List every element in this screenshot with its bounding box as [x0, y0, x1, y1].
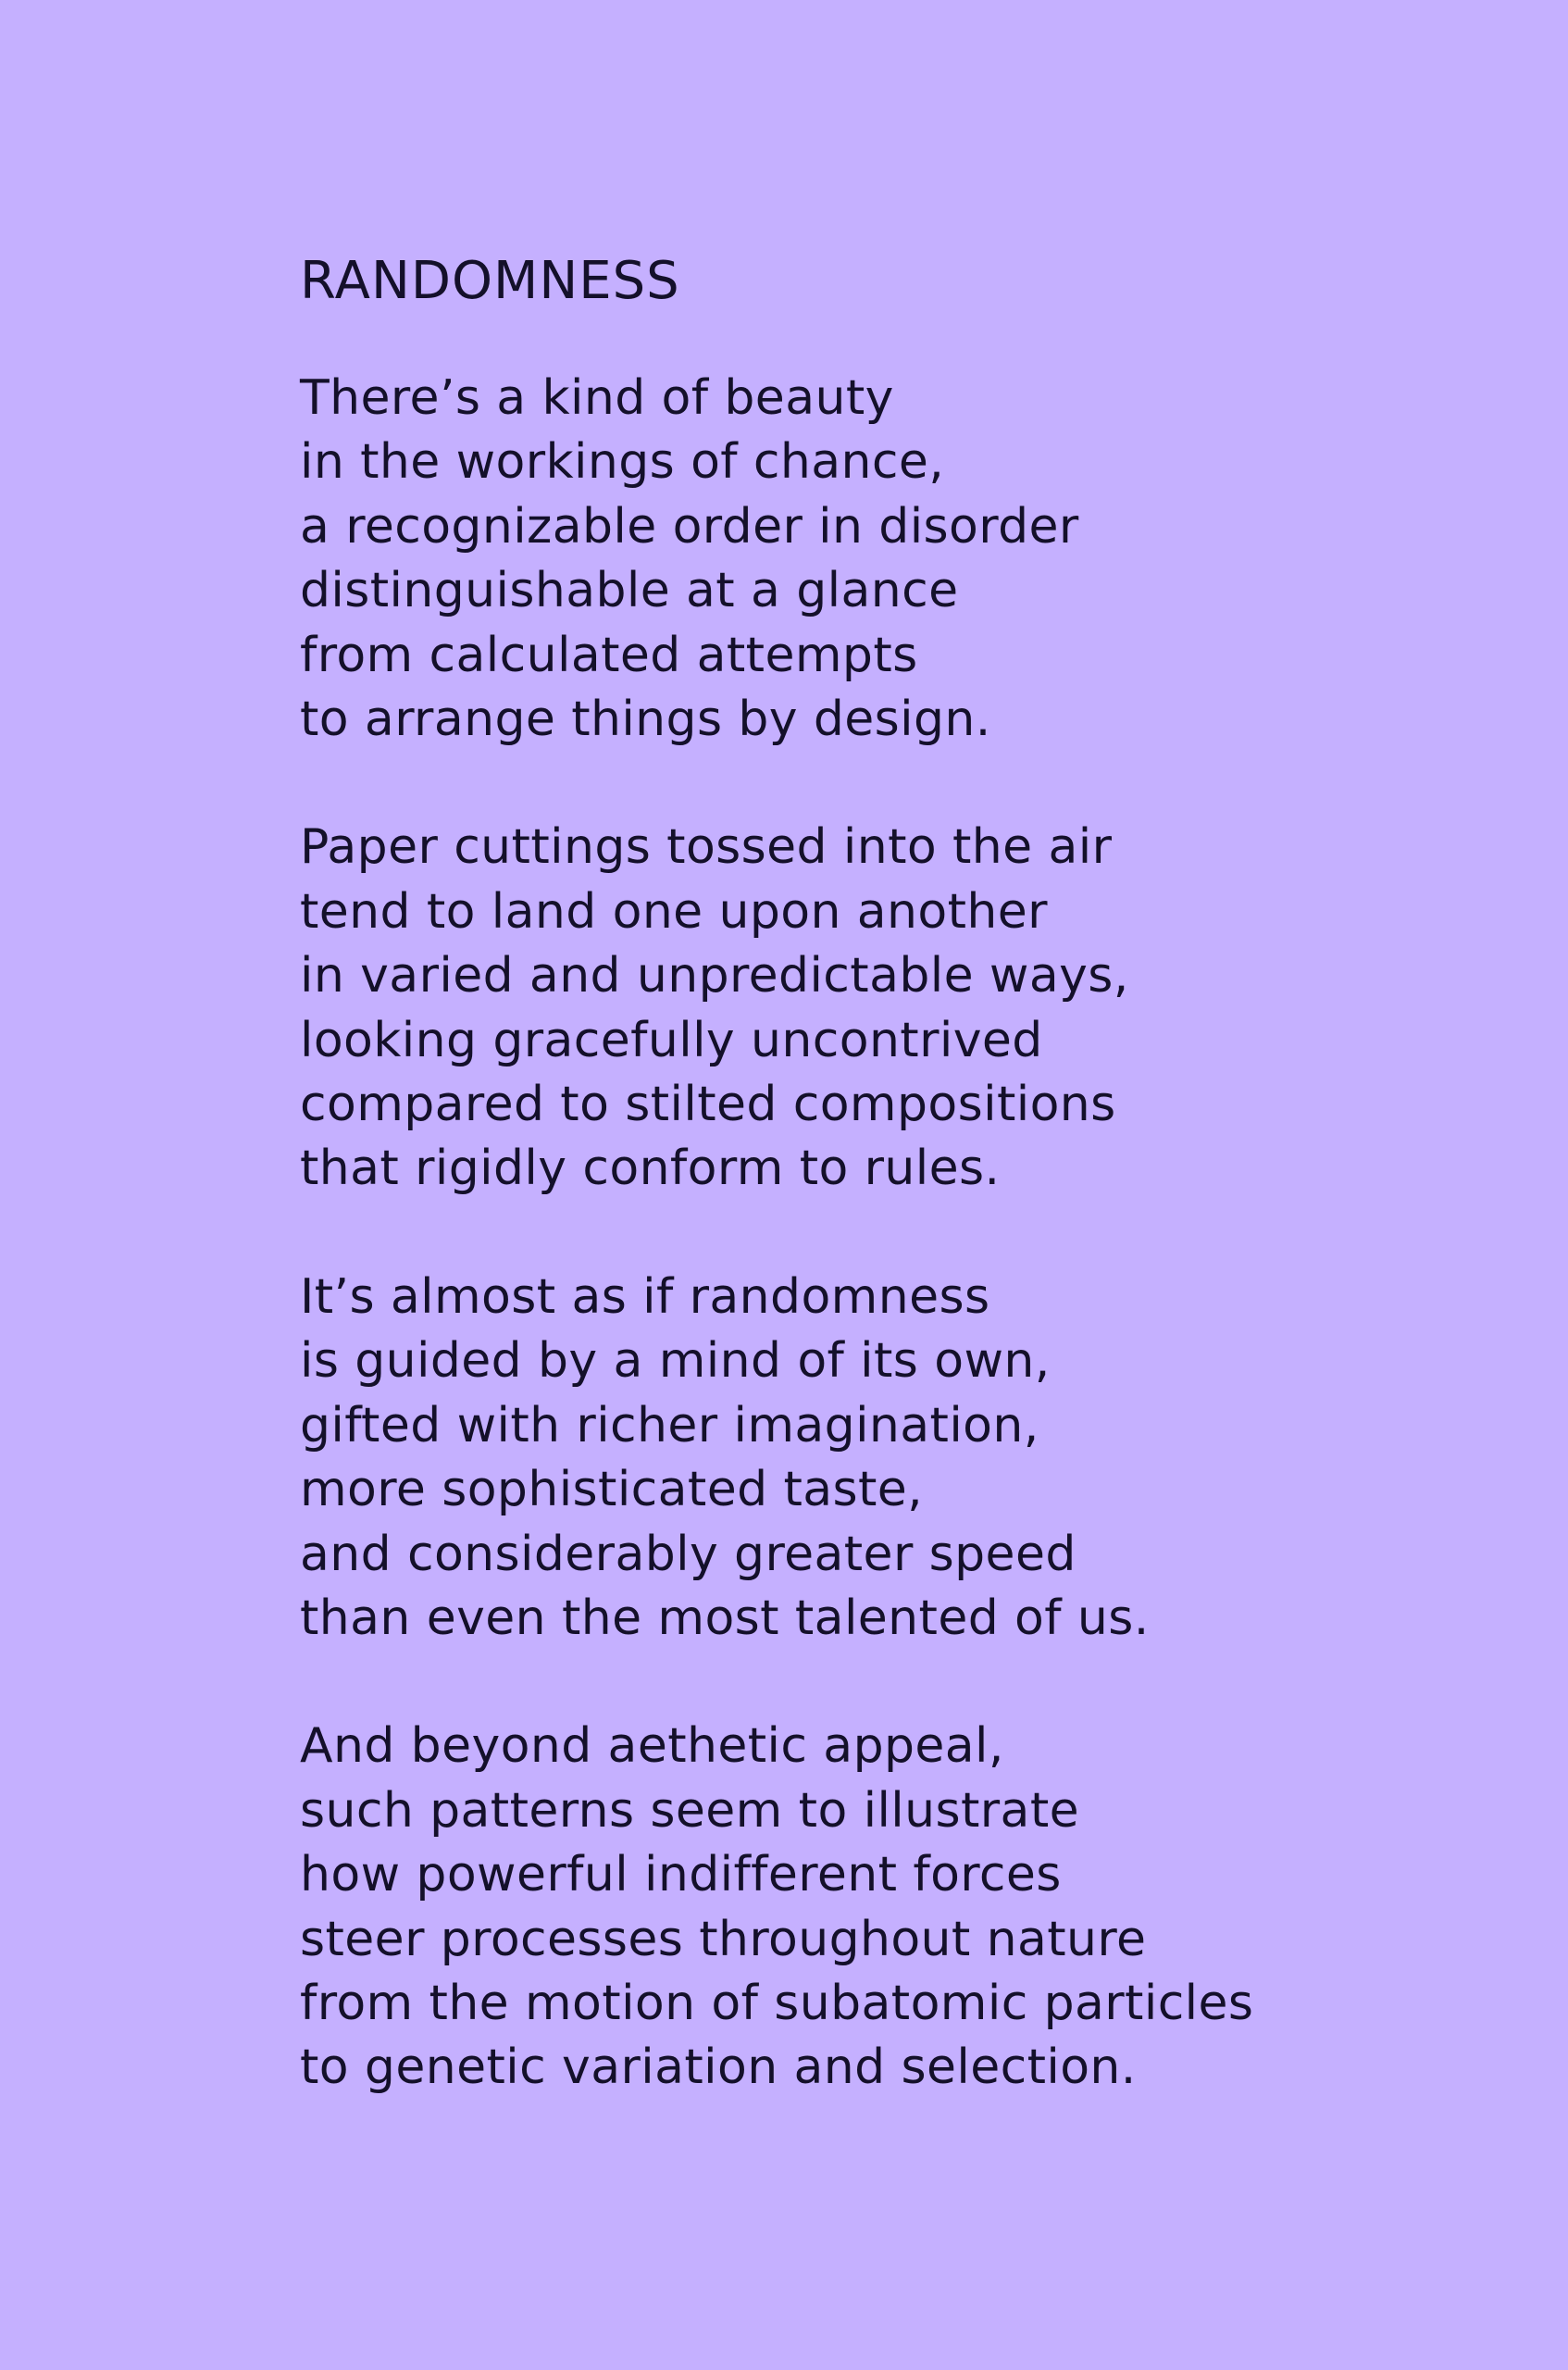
poem-line: to genetic variation and selection.	[300, 2039, 1137, 2096]
poem-line: from calculated attempts	[300, 627, 918, 683]
poem-line: There’s a kind of beauty	[300, 370, 894, 426]
poem-line: that rigidly conform to rules.	[300, 1141, 1001, 1197]
poem-line: such patterns seem to illustrate	[300, 1782, 1080, 1839]
poem-line: in the workings of chance,	[300, 434, 945, 491]
stanza-3	[300, 1266, 1503, 1651]
poem	[300, 244, 1503, 2101]
poem-line: how powerful indifferent forces	[300, 1847, 1062, 1903]
poem-line: Paper cuttings tossed into the air	[300, 819, 1113, 876]
stanza-2	[300, 816, 1503, 1201]
poem-line: And beyond aethetic appeal,	[300, 1718, 1004, 1775]
poem-title: RANDOMNESS	[300, 251, 680, 311]
poem-line: tend to land one upon another	[300, 883, 1048, 940]
poem-line: looking gracefully uncontrived	[300, 1012, 1043, 1068]
poem-line: and considerably greater speed	[300, 1526, 1076, 1582]
poem-line: is guided by a mind of its own,	[300, 1333, 1051, 1390]
poem-line: It’s almost as if randomness	[300, 1268, 990, 1325]
poem-line: to arrange things by design.	[300, 692, 991, 748]
poem-line: gifted with richer imagination,	[300, 1397, 1039, 1453]
stanza-1	[300, 367, 1503, 752]
poem-line: from the motion of subatomic particles	[300, 1975, 1254, 2031]
poem-line: distinguishable at a glance	[300, 563, 959, 619]
poem-line: compared to stilted compositions	[300, 1077, 1116, 1133]
poem-line: than even the most talented of us.	[300, 1590, 1150, 1646]
poem-line: in varied and unpredictable ways,	[300, 948, 1129, 1004]
stanza-4	[300, 1715, 1503, 2100]
poem-line: steer processes throughout nature	[300, 1911, 1147, 1967]
poem-line: a recognizable order in disorder	[300, 498, 1079, 555]
poem-line: more sophisticated taste,	[300, 1462, 924, 1518]
